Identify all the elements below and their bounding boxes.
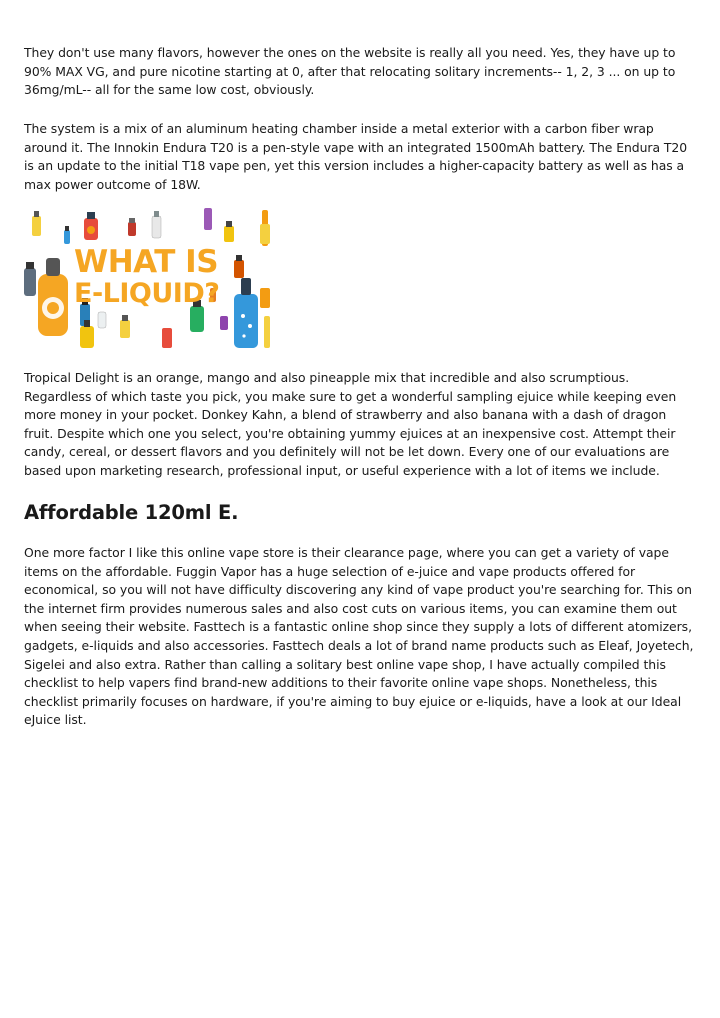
paragraph-3: Tropical Delight is an orange, mango and also pineapple mix that incredible and also scrumptious. Regardless of which taste you pick, you make sure to get a wonderful sampling ejuice while keeping even more money in your pocket. Donkey Kahn, a blend of strawberry and also banana with a dash of dragon fruit. Despite which one you select, you're obtaining yummy ejuices at an inexpensive cost. Attempt their candy, cereal, or dessert flavors and you definitely will not be let down. Every one of our evaluations are based upon marketing research, professional input, or useful experience with a lot of items we include.: [24, 370, 677, 478]
section-heading: Affordable 120ml E.: [24, 501, 239, 524]
hero-title-line-2: E-LIQUID?: [74, 278, 220, 309]
paragraph-2: The system is a mix of an aluminum heating chamber inside a metal exterior with a carbon fiber wrap around it. The Innokin Endura T20 is a pen-style vape with an integrated 1500mAh battery. The Endura T20 is an update to the initial T18 vape pen, yet this version includes a higher-capacity battery as well as has a max power outcome of 18W.: [24, 121, 688, 192]
e-liquid-illustration: [24, 208, 270, 348]
paragraph-1: They don't use many flavors, however the ones on the website is really all you need. Yes, they have up to 90% MAX VG, and pure nicotine starting at 0, after that relocating solitary increments-- 1, 2, 3 ... on up to 36mg/mL-- all for the same low cost, obviously.: [24, 45, 676, 98]
paragraph-4: One more factor I like this online vape store is their clearance page, where you can get a variety of vape items on the affordable. Fuggin Vapor has a huge selection of e-juice and vape products offered for economical, so you will not have difficulty discovering any kind of vape product you're searching for. This on the internet firm provides numerous sales and also cost cuts on various items, you can examine them out when seeing their website. Fasttech is a fantastic online shop since they supply a lots of different atomizers, gadgets, e-liquids and also accessories. Fasttech deals a lot of brand name products such as Eleaf, Joyetech, Sigelei and also extra. Rather than calling a solitary best online vape shop, I have actually compiled this checklist to help vapers find brand-new additions to their favorite online vape shops. Nonetheless, this checklist primarily focuses on hardware, if you're aiming to buy ejuice or e-liquids, have a look at our Ideal eJuice list.: [24, 545, 694, 728]
hero-title-line-1: WHAT IS: [74, 244, 219, 280]
